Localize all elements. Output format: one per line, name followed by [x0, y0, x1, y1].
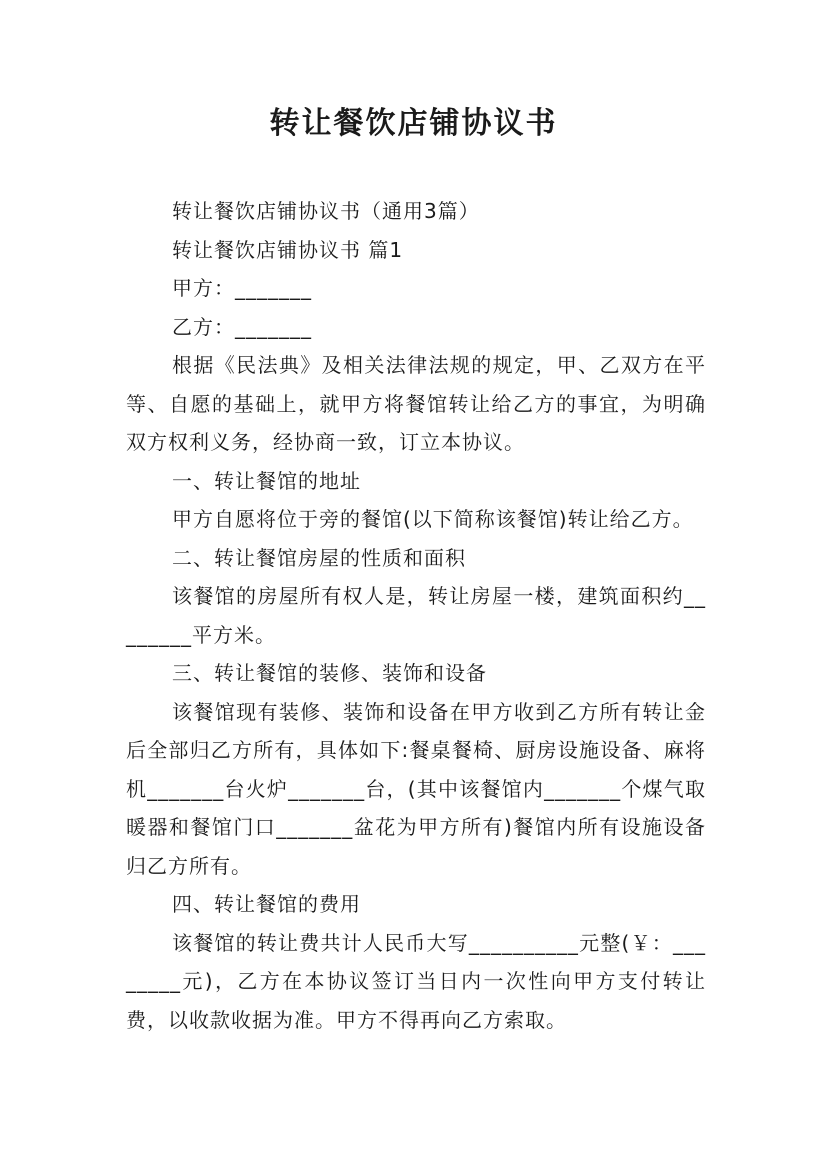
clause-text-equipment: 该餐馆现有装修、装饰和设备在甲方收到乙方所有转让金后全部归乙方所有，具体如下:餐桌餐椅、厨房设施设备、麻将机_______台火炉_______台，(其中该餐馆内_______个煤气取暖器和餐馆门口_______盆花为甲方所有)餐馆内所有设施设备归乙方所有。 [126, 699, 706, 878]
clause-text-address: 甲方自愿将位于旁的餐馆(以下简称该餐馆)转让给乙方。 [172, 507, 694, 531]
clause-heading-property: 二、转让餐馆房屋的性质和面积 [172, 545, 466, 570]
paragraph-party-b: 乙方：_______ [172, 314, 312, 339]
clause-heading-address: 一、转让餐馆的地址 [172, 468, 361, 493]
clause-text-fees: 该餐馆的转让费共计人民币大写__________元整(￥：________元)，乙方在本协议签订当日内一次性向甲方支付转让费，以收款收据为准。甲方不得再向乙方索取。 [126, 930, 706, 1032]
paragraph-subtitle: 转让餐饮店铺协议书（通用3篇） [172, 199, 480, 223]
paragraph-section-heading: 转让餐饮店铺协议书 篇1 [172, 237, 404, 262]
document-title: 转让餐饮店铺协议书 [269, 106, 558, 141]
paragraph-party-a: 甲方：_______ [172, 276, 312, 300]
clause-heading-equipment: 三、转让餐馆的装修、装饰和设备 [172, 661, 487, 685]
paragraph-preamble: 根据《民法典》及相关法律法规的规定，甲、乙双方在平等、自愿的基础上，就甲方将餐馆转让给乙方的事宜，为明确双方权利义务，经协商一致，订立本协议。 [126, 353, 706, 454]
document-body [126, 192, 706, 1039]
clause-text-property: 该餐馆的房屋所有权人是，转让房屋一楼，建筑面积约________平方米。 [126, 584, 706, 647]
clause-heading-fees: 四、转让餐馆的费用 [172, 892, 361, 916]
